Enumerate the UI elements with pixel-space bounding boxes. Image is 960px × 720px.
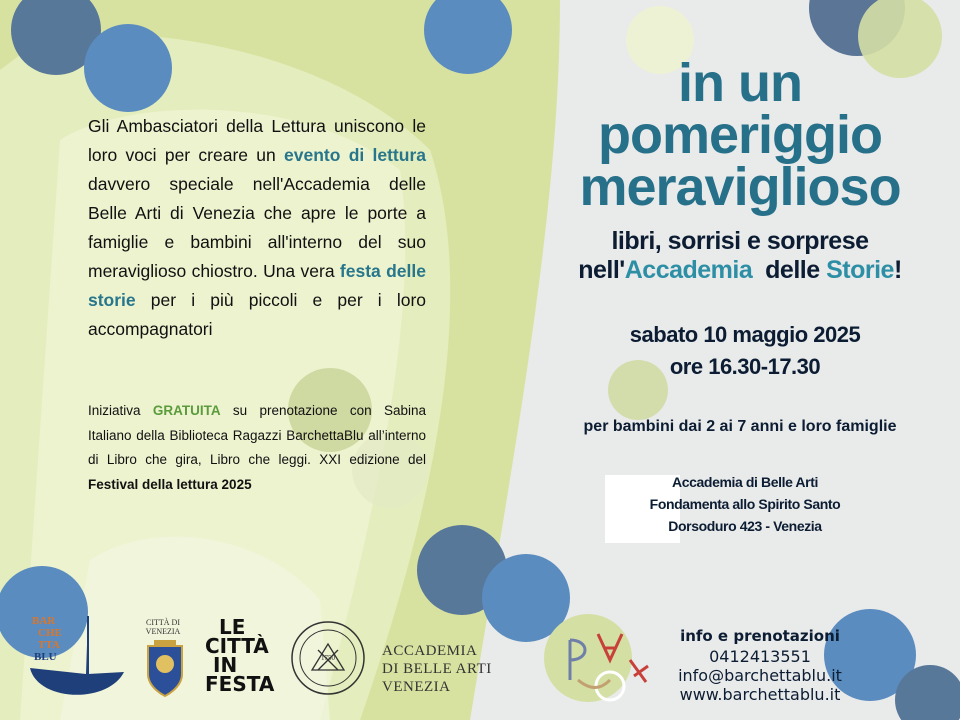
intro-paragraph: [88, 112, 426, 344]
event-audience: per bambini dai 2 ai 7 anni e loro famiglie: [583, 418, 897, 435]
accademia-line-1: ACCADEMIA: [382, 643, 478, 659]
svg-text:BLU: BLU: [34, 651, 57, 663]
accademia-text-logo: [382, 642, 522, 696]
note-text-2: su prenotazione con Sabina Italiano della Biblioteca Ragazzi BarchettaBlu all’interno di Libro che gira, Libro che leggi. XXI edizione del: [88, 403, 426, 467]
event-date: sabato 10 maggio 2025: [629, 322, 861, 347]
contacts-phone: 0412413551: [709, 647, 811, 666]
note-paragraph: [88, 399, 426, 497]
intro-highlight-festa: festa delle storie: [88, 261, 426, 310]
intro-text-2: davvero speciale nell'Accademia delle Belle Arti di Venezia che apre le porte a famiglie e bambini all'interno del suo meraviglioso chiostro. Una vera: [88, 174, 426, 281]
title-line-2: pomeriggio: [598, 105, 882, 165]
seal-year: 1750: [321, 654, 335, 662]
citta-venezia-label: CITTÀ DI VENEZIA: [145, 618, 181, 636]
citta-in-festa-line-3: IN: [213, 653, 238, 677]
contacts-heading: info e prenotazioni: [680, 627, 840, 645]
note-free: GRATUITA: [152, 403, 221, 418]
svg-text:CHE: CHE: [38, 627, 62, 639]
event-time: ore 16.30-17.30: [669, 354, 821, 379]
citta-in-festa-line-4: FESTA: [205, 672, 275, 696]
subtitle-accademia: Accademia: [624, 256, 753, 284]
contacts-website[interactable]: www.barchettablu.it: [679, 685, 841, 704]
paf-logo: [560, 620, 660, 710]
accademia-line-2: DI BELLE ARTI: [382, 661, 492, 677]
intro-highlight-event: evento di lettura: [284, 145, 426, 165]
address-line-2: Fondamenta allo Spirito Santo: [649, 496, 841, 512]
intro-text-3: per i più piccoli e per i loro accompagnatori: [88, 290, 426, 339]
accademia-line-3: VENEZIA: [382, 679, 451, 695]
subtitle-line-2: [520, 257, 960, 284]
subtitle-storie: Storie: [826, 256, 894, 284]
contacts-email[interactable]: info@barchettablu.it: [678, 666, 842, 685]
address-line-1: Accademia di Belle Arti: [672, 474, 818, 490]
svg-text:BAR: BAR: [32, 615, 56, 627]
note-text-1: Iniziativa: [88, 403, 153, 418]
title-line-1: in un: [678, 53, 802, 113]
citta-in-festa-line-2: CITTÀ: [205, 634, 269, 658]
address-line-3: Dorsoduro 423 - Venezia: [668, 518, 822, 534]
accademia-seal-logo: [290, 620, 366, 696]
subtitle-mid: delle: [752, 256, 827, 284]
note-festival: Festival della lettura 2025: [88, 476, 252, 492]
citta-di-venezia-logo: [140, 618, 190, 700]
citta-in-festa-line-1: LE: [219, 615, 246, 639]
subtitle-pre: nell': [578, 256, 625, 284]
subtitle-end: !: [893, 256, 902, 284]
intro-text-1: Gli Ambasciatori della Lettura uniscono le loro voci per creare un: [88, 116, 426, 165]
subtitle-line-1: libri, sorrisi e sorprese: [611, 227, 869, 255]
citta-in-festa-logo: [205, 615, 275, 700]
barchettablu-logo: [28, 612, 128, 702]
title-line-3: meraviglioso: [579, 157, 901, 217]
svg-text:TTA: TTA: [38, 639, 60, 651]
